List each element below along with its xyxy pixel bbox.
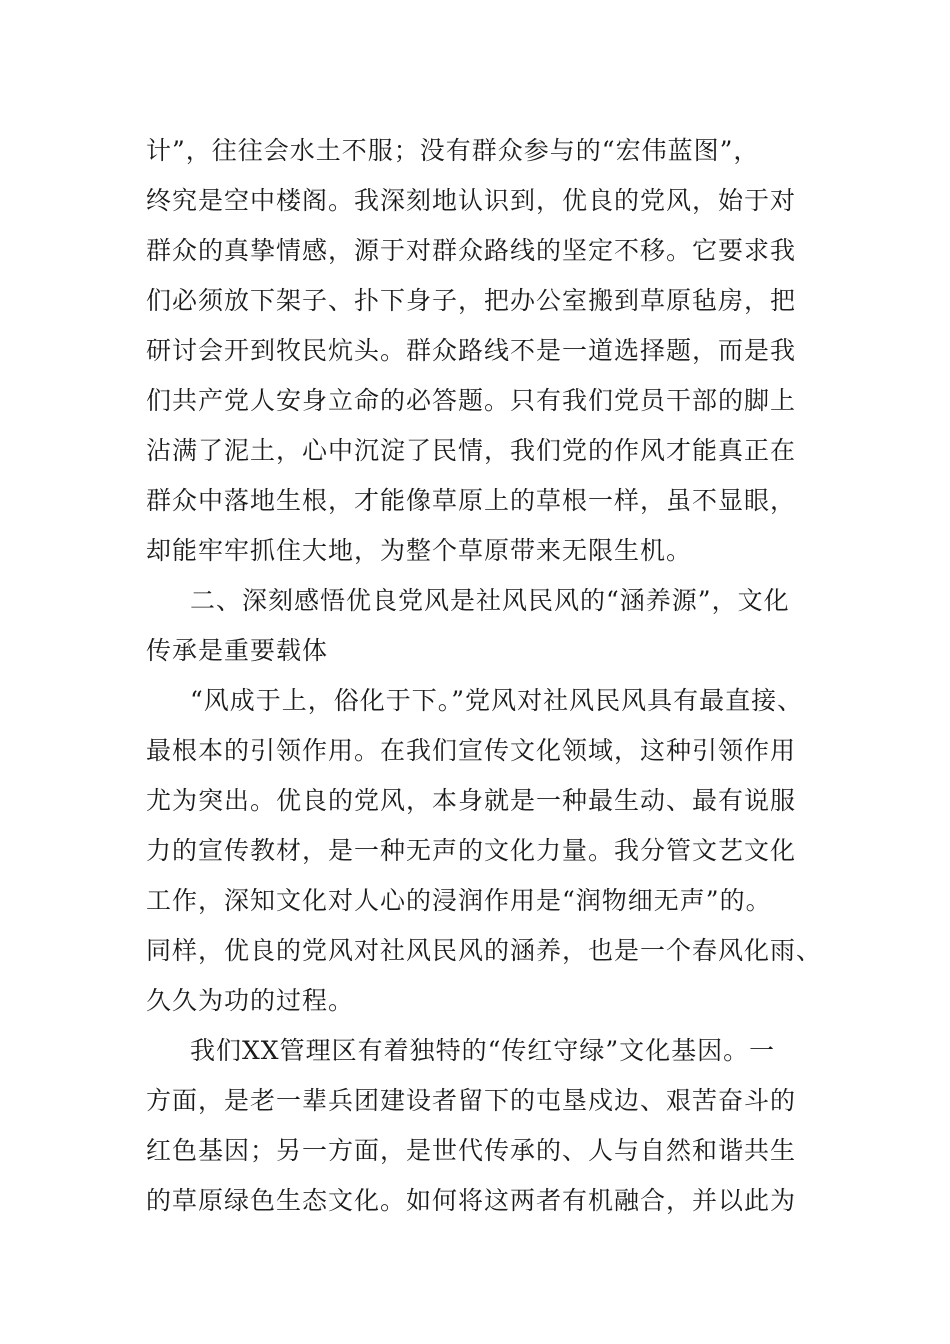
text-line: 力的宣传教材，是一种无声的文化力量。我分管文艺文化	[146, 836, 797, 865]
text-line: 却能牢牢抓住大地，为整个草原带来无限生机。	[146, 536, 693, 565]
text-line: 我们XX管理区有着独特的“传红守绿”文化基因。一	[190, 1036, 776, 1065]
text-line: 们必须放下架子、扑下身子，把办公室搬到草原毡房，把	[146, 286, 797, 315]
section-heading-line: 二、深刻感悟优良党风是社风民风的“涵养源”，文化	[190, 586, 790, 615]
text-line: “风成于上，俗化于下。”党风对社风民风具有最直接、	[190, 686, 804, 715]
body-text	[146, 126, 826, 1226]
text-line: 研讨会开到牧民炕头。群众路线不是一道选择题，而是我	[146, 336, 797, 365]
text-line: 同样，优良的党风对社风民风的涵养，也是一个春风化雨、	[146, 936, 823, 965]
text-line: 工作，深知文化对人心的浸润作用是“润物细无声”的。	[146, 886, 772, 915]
section-heading-line: 传承是重要载体	[146, 636, 329, 665]
text-line: 久久为功的过程。	[146, 986, 355, 1015]
text-line: 尤为突出。优良的党风，本身就是一种最生动、最有说服	[146, 786, 797, 815]
text-line: 最根本的引领作用。在我们宣传文化领域，这种引领作用	[146, 736, 797, 765]
text-line: 方面，是老一辈兵团建设者留下的屯垦戍边、艰苦奋斗的	[146, 1086, 797, 1115]
text-line: 群众的真挚情感，源于对群众路线的坚定不移。它要求我	[146, 236, 797, 265]
text-line: 的草原绿色生态文化。如何将这两者有机融合，并以此为	[146, 1186, 797, 1215]
text-line: 终究是空中楼阁。我深刻地认识到，优良的党风，始于对	[146, 186, 797, 215]
text-line: 沾满了泥土，心中沉淀了民情，我们党的作风才能真正在	[146, 436, 797, 465]
text-line: 红色基因；另一方面，是世代传承的、人与自然和谐共生	[146, 1136, 797, 1165]
text-line: 计”，往往会水土不服；没有群众参与的“宏伟蓝图”，	[146, 136, 760, 165]
text-line: 们共产党人安身立命的必答题。只有我们党员干部的脚上	[146, 386, 797, 415]
text-line: 群众中落地生根，才能像草原上的草根一样，虽不显眼，	[146, 486, 797, 515]
